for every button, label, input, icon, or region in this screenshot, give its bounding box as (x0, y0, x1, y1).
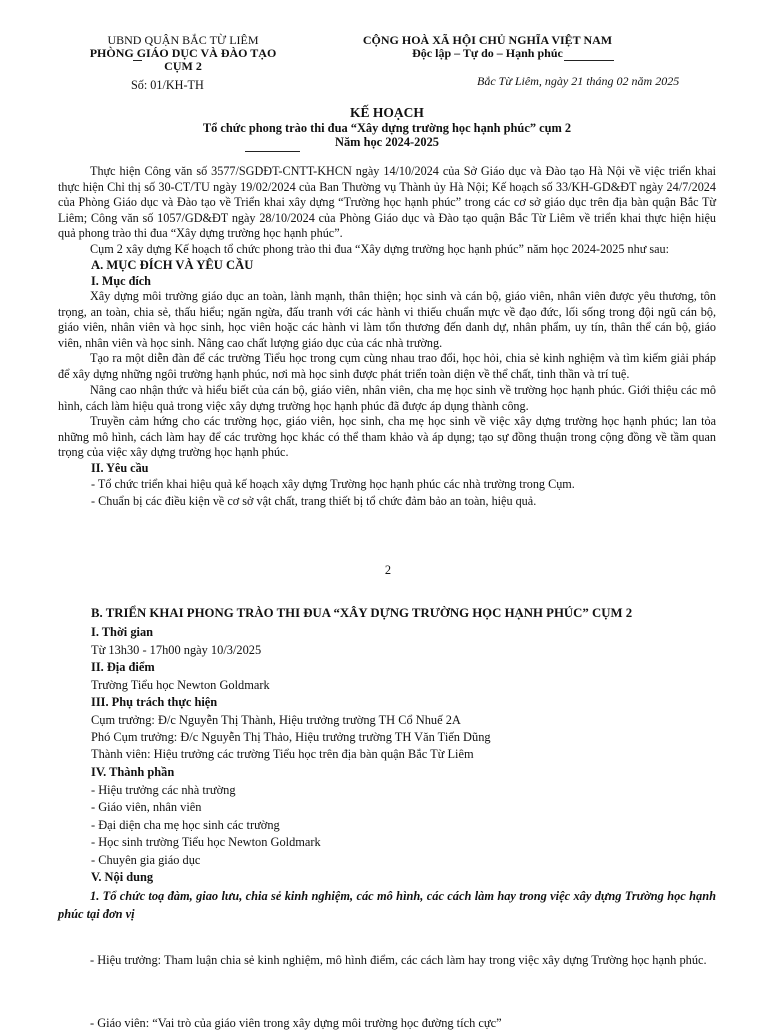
page-number: 2 (384, 563, 392, 577)
participant-item: - Giáo viên, nhân viên (91, 800, 202, 814)
participant-item: - Chuyên gia giáo dục (91, 853, 201, 867)
district-name: UBND QUẬN BẮC TỪ LIÊM (107, 33, 259, 47)
purpose-paragraph-1: Xây dựng môi trường giáo dục an toàn, lành mạnh, thân thiện; học sinh và cán bộ, giáo viên, nhân viên được yêu thương, tôn trọng, an toàn, chia sẻ, thấu hiểu; ngăn ngừa, đấu tranh với các hành vi thiếu chuẩn mực về đạo đức, lối sống trong đội ngũ cán bộ, giáo viên, nhân viên và học sinh, học viên hoặc các hành vi làm tổn thương đến danh dự, nhân phẩm, uy tín, thân thể cán bộ, giáo viên, nhân viên và học sinh. Nâng cao chất lượng giáo dục của các nhà trường. (58, 289, 716, 350)
deputy-cluster-leader: Phó Cụm trưởng: Đ/c Nguyễn Thị Thảo, Hiệu trưởng trường TH Văn Tiến Dũng (91, 730, 491, 744)
department-name: PHÒNG GIÁO DỤC VÀ ĐÀO TẠO (89, 46, 277, 60)
content-item-1: 1. Tổ chức toạ đàm, giao lưu, chia sẻ kinh nghiệm, các mô hình, các cách làm hay trong việc xây dựng Trường học hạnh phúc tại đơn vị (58, 889, 716, 921)
place-value: Trường Tiểu học Newton Goldmark (91, 678, 270, 692)
cluster-name: CỤM 2 (164, 59, 202, 73)
participant-item: - Học sinh trường Tiểu học Newton Goldmark (91, 835, 321, 849)
purpose-paragraph-2: Tạo ra một diễn đàn để các trường Tiểu học trong cụm cùng nhau trao đổi, học hỏi, chia sẻ kinh nghiệm và tìm kiếm giải pháp để xây dựng những ngôi trường hạnh phúc, nơi mà học sinh được phát triển toàn diện về thể chất, tinh thần và trí tuệ. (58, 351, 716, 381)
cluster-members: Thành viên: Hiệu trưởng các trường Tiểu học trên địa bàn quận Bắc Từ Liêm (91, 747, 474, 761)
teacher-contribution: - Giáo viên: “Vai trò của giáo viên trong xây dựng môi trường học đường tích cực” (90, 1016, 502, 1030)
participant-item: - Đại diện cha mẹ học sinh các trường (91, 818, 280, 832)
purpose-heading: I. Mục đích (91, 274, 151, 288)
left-underline (133, 60, 142, 61)
time-value: Từ 13h30 - 17h00 ngày 10/3/2025 (91, 643, 262, 657)
school-year: Năm học 2024-2025 (335, 135, 439, 149)
requirement-item: - Chuẩn bị các điều kiện về cơ sở vật chất, trang thiết bị tổ chức đảm bảo an toàn, hiệu quả. (91, 494, 537, 508)
title-underline (245, 151, 300, 152)
document-number: Số: 01/KH-TH (131, 78, 204, 92)
header-left (58, 34, 308, 73)
nation-name: CỘNG HOÀ XÃ HỘI CHỦ NGHĨA VIỆT NAM (362, 33, 613, 47)
header-right (340, 34, 635, 60)
time-heading: I. Thời gian (91, 625, 154, 639)
requirements-heading: II. Yêu cầu (91, 461, 149, 475)
requirement-item: - Tổ chức triển khai hiệu quả kế hoạch xây dựng Trường học hạnh phúc các nhà trường trong Cụm. (91, 477, 575, 491)
principal-contribution: - Hiệu trưởng: Tham luận chia sẻ kinh nghiệm, mô hình điểm, các cách làm hay trong việc xây dựng Trường học hạnh phúc. (90, 953, 707, 967)
cluster-leader: Cụm trưởng: Đ/c Nguyễn Thị Thành, Hiệu trưởng trường TH Cổ Nhuế 2A (91, 713, 461, 727)
right-underline (564, 60, 614, 61)
date-line: Bắc Từ Liêm, ngày 21 tháng 02 năm 2025 (477, 74, 680, 88)
document-subtitle: Tổ chức phong trào thi đua “Xây dựng trường học hạnh phúc” cụm 2 (202, 121, 572, 135)
content-heading: V. Nội dung (91, 870, 154, 884)
intro-paragraph: Thực hiện Công văn số 3577/SGDĐT-CNTT-KHCN ngày 14/10/2024 của Sở Giáo dục và Đào tạo Hà Nội về việc triển khai thực hiện Chỉ thị số 30-CT/TU ngày 19/02/2024 của Ban Thường vụ Thành ủy Hà Nội; Kế hoạch số 33/KH-GD&ĐT ngày 24/7/2024 của Phòng Giáo dục và Đào tạo về Triển khai xây dựng “Trường học hạnh phúc” trong các cơ sở giáo dục trên địa bàn quận Bắc Từ Liêm; Công văn số 1057/GD&ĐT ngày 28/10/2024 của Phòng Giáo dục và Đào tạo quận Bắc Từ Liêm về triển khai thực hiện hiệu quả phong trào thi đua “Xây dựng trường học hạnh phúc”. (58, 164, 716, 240)
participants-heading: IV. Thành phần (91, 765, 175, 779)
section-a-heading: A. MỤC ĐÍCH VÀ YÊU CẦU (91, 258, 254, 272)
participant-item: - Hiệu trưởng các nhà trường (91, 783, 236, 797)
purpose-paragraph-3: Nâng cao nhận thức và hiểu biết của cán bộ, giáo viên, nhân viên, cha mẹ học sinh về trường học hạnh phúc. Giới thiệu các mô hình, cách làm hiệu quả trong việc xây dựng trường học hạnh phúc đã được áp dụng thành công. (58, 383, 716, 413)
document-title: KẾ HOẠCH (350, 105, 424, 120)
place-heading: II. Địa điểm (91, 660, 155, 674)
section-b-heading: B. TRIỂN KHAI PHONG TRÀO THI ĐUA “XÂY DỰNG TRƯỜNG HỌC HẠNH PHÚC” CỤM 2 (91, 606, 633, 620)
in-charge-heading: III. Phụ trách thực hiện (91, 695, 218, 709)
intro-summary: Cụm 2 xây dựng Kế hoạch tổ chức phong trào thi đua “Xây dựng trường học hạnh phúc” năm học 2024-2025 như sau: (90, 242, 669, 256)
national-motto: Độc lập – Tự do – Hạnh phúc (412, 46, 563, 60)
purpose-paragraph-4: Truyền cảm hứng cho các trường học, giáo viên, học sinh, cha mẹ học sinh về việc xây dựng trường học hạnh phúc; lan tỏa những mô hình, cách làm hay để các trường học khác có thể tham khảo và áp dụng; tạo sự đồng thuận trong cộng đồng về tầm quan trọng của việc xây dựng trường học hạnh phúc. (58, 414, 716, 459)
